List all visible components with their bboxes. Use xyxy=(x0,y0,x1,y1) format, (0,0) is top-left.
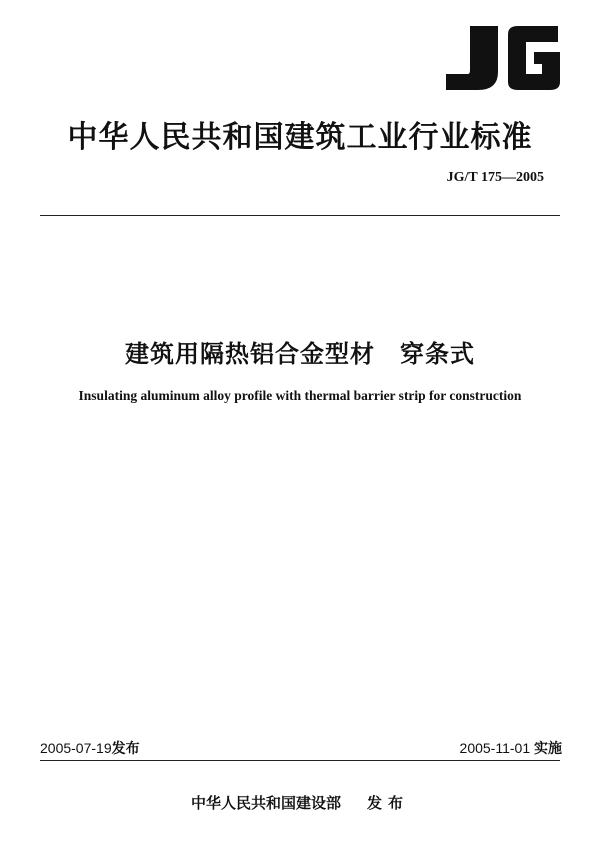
standard-number: JG/T 175—2005 xyxy=(446,170,544,185)
effective-date-line xyxy=(460,738,562,758)
issue-date: 2005-07-19 xyxy=(40,740,112,756)
issue-label: 发布 xyxy=(111,741,140,757)
standard-category-title: 中华人民共和国建筑工业行业标准 xyxy=(67,120,533,155)
document-title-cn: 建筑用隔热铝合金型材 穿条式 xyxy=(125,340,475,368)
top-divider xyxy=(40,215,560,216)
document-title-en: Insulating aluminum alloy profile with thermal barrier strip for construction xyxy=(78,388,522,403)
effective-label: 实施 xyxy=(534,741,562,757)
bottom-divider xyxy=(40,760,560,761)
issue-date-line xyxy=(40,738,140,758)
issuer-line xyxy=(0,792,600,813)
effective-date: 2005-11-01 xyxy=(459,740,531,756)
issuer-verb: 发布 xyxy=(367,794,410,812)
jg-logo-mark xyxy=(440,24,564,92)
jg-logo xyxy=(440,24,564,92)
issuer-name: 中华人民共和国建设部 xyxy=(190,794,341,812)
